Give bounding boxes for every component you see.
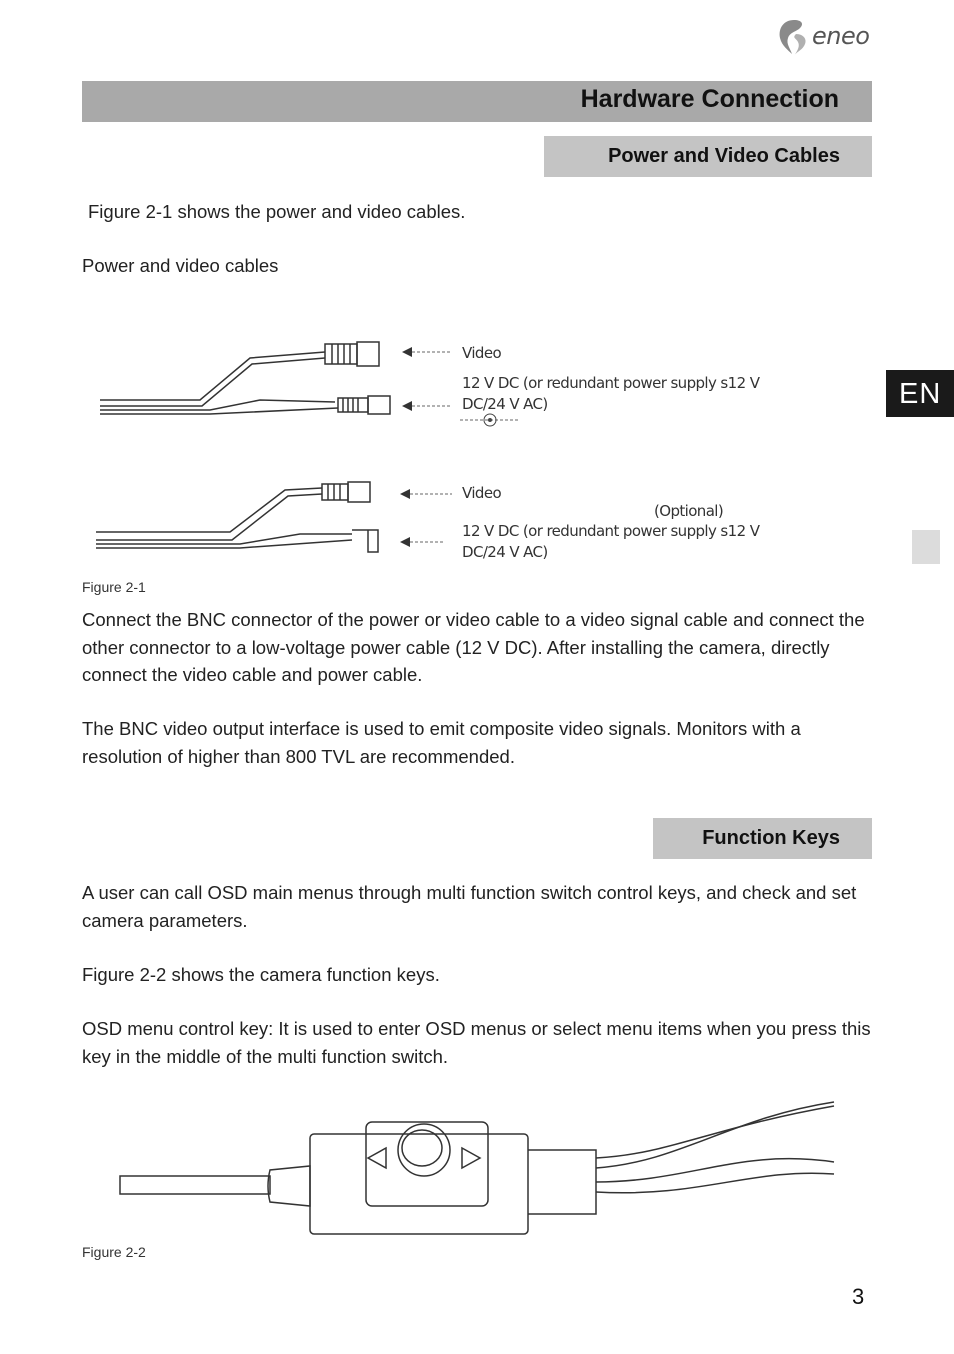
section-tab-marker bbox=[912, 530, 940, 564]
fig1-bottom-video-label: Video bbox=[462, 484, 502, 502]
figure-function-keys bbox=[110, 1098, 840, 1240]
figure-heading: Power and video cables bbox=[82, 255, 279, 276]
bnc-output-text: The BNC video output interface is used to emit composite video signals. Monitors with a resolution of higher than 800 TVL are recommended. bbox=[82, 718, 801, 767]
subsection-header-power-video bbox=[544, 136, 872, 177]
subsection-title: Function Keys bbox=[702, 827, 840, 849]
intro-text: Figure 2-1 shows the power and video cables. bbox=[88, 201, 466, 222]
subsection-header-function-keys bbox=[653, 818, 872, 859]
brand-name: eneo bbox=[812, 22, 870, 50]
page-title: Hardware Connection bbox=[580, 85, 839, 113]
figure-2-2-caption: Figure 2-2 bbox=[82, 1244, 146, 1260]
page-number: 3 bbox=[852, 1284, 865, 1309]
fig1-top-power-label-2: DC/24 V AC) bbox=[462, 395, 548, 413]
osd-menu-text: A user can call OSD main menus through multi function switch control keys, and check and set camera parameters. bbox=[82, 882, 857, 931]
figure-power-video-cables bbox=[90, 330, 810, 570]
figure-2-1-caption: Figure 2-1 bbox=[82, 579, 146, 595]
section-header-bar bbox=[82, 81, 872, 122]
brand-logo bbox=[774, 16, 878, 58]
fig1-bottom-power-label-1: 12 V DC (or redundant power supply s12 V bbox=[462, 522, 760, 540]
eneo-swirl-icon bbox=[774, 16, 814, 58]
language-tab-en[interactable] bbox=[886, 370, 954, 417]
subsection-title: Power and Video Cables bbox=[608, 145, 840, 167]
fig1-top-power-label-1: 12 V DC (or redundant power supply s12 V bbox=[462, 374, 760, 392]
bnc-connection-text: Connect the BNC connector of the power or video cable to a video signal cable and connect the other connector to a low-voltage power cable (12 V DC). After installing the camera, directly connect the video cable and power cable. bbox=[82, 609, 865, 685]
fig1-bottom-power-label-2: DC/24 V AC) bbox=[462, 543, 548, 561]
fig1-optional-label: (Optional) bbox=[654, 502, 724, 520]
function-keys-intro: Figure 2-2 shows the camera function keys. bbox=[82, 964, 440, 985]
fig1-top-video-label: Video bbox=[462, 344, 502, 362]
language-tab-label: EN bbox=[899, 378, 942, 410]
osd-control-key-text: OSD menu control key: It is used to enter OSD menus or select menu items when you press this key in the middle of the multi function switch. bbox=[82, 1018, 871, 1067]
